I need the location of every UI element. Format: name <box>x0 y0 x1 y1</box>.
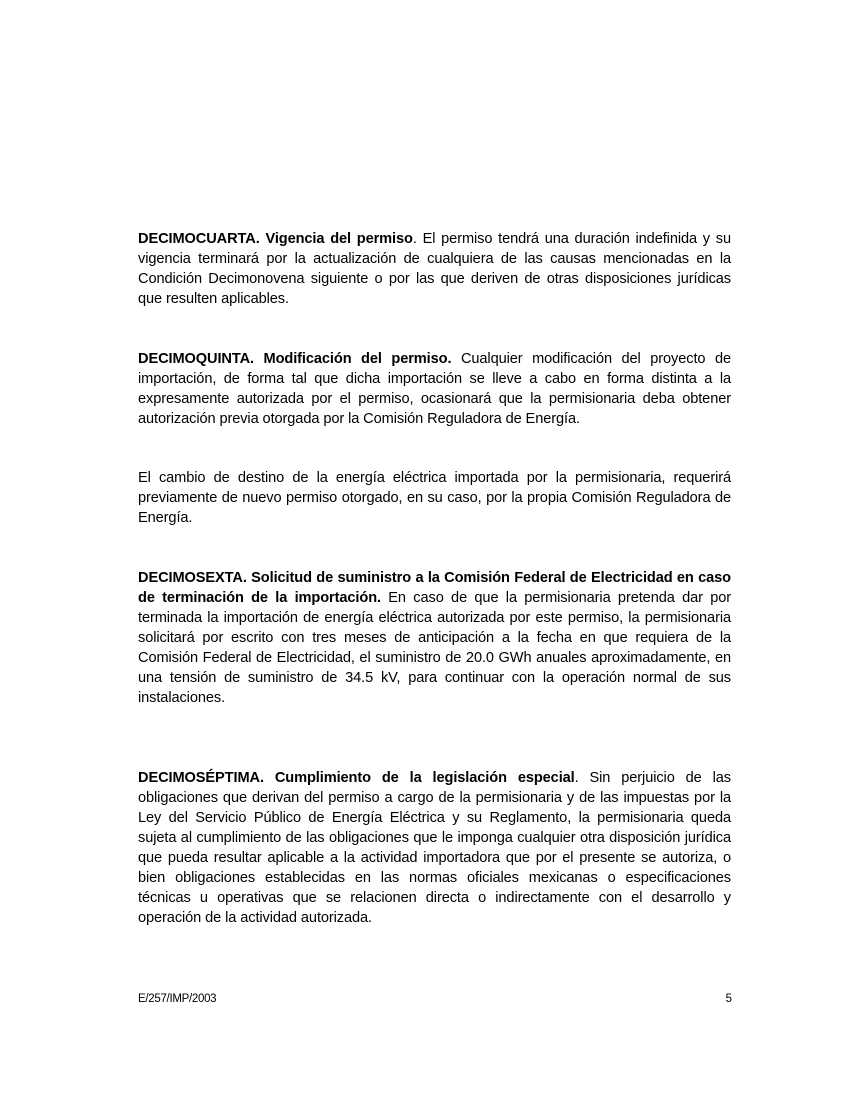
clause-heading: DECIMOQUINTA. Modificación del permiso. <box>138 351 452 367</box>
clause-heading-trail: . <box>412 231 417 247</box>
clause-decimocuarta <box>138 229 731 309</box>
clause-heading: DECIMOCUARTA. Vigencia del permiso <box>138 231 413 247</box>
page-number: 5 <box>725 993 732 1005</box>
clause-decimoquinta-paragraph-2 <box>138 468 731 528</box>
clause-decimoquinta <box>138 349 731 429</box>
clause-body: En caso de que la permisionaria pretenda dar por terminada la importación de energía eléctrica autorizada por este permiso, la permisionaria solicitará por escrito con tres meses de anticipación a la fecha en que requiera de la Comisión Federal de Electricidad, el suministro de 20.0 GWh anuales aproximadamente, en una tensión de suministro de 34.5 kV, para continuar con la operación normal de sus instalaciones. <box>138 590 731 706</box>
clause-decimoseptima <box>138 768 731 928</box>
clause-body: El permiso tendrá una duración indefinida y su vigencia terminará por la actualización de cualquiera de las causas mencionadas en la Condición Decimonovena siguiente o por las que deriven de otras disposiciones jurídicas que resulten aplicables. <box>138 231 731 307</box>
clause-heading: DECIMOSEXTA. Solicitud de suministro a la Comisión Federal de Electricidad en caso de terminación de la importación. <box>138 570 731 606</box>
footer-reference: E/257/IMP/2003 <box>138 993 217 1005</box>
clause-body: Sin perjuicio de las obligaciones que derivan del permiso a cargo de la permisionaria y de las impuestas por la Ley del Servicio Público de Energía Eléctrica y su Reglamento, la permisionaria queda sujeta al cumplimiento de las obligaciones que le imponga cualquier otra disposición jurídica que pueda resultar aplicable a la actividad importadora que por el presente se autoriza, o bien obligaciones establecidas en las normas oficiales mexicanas o especificaciones técnicas u operativas que se relacionen directa o indirectamente con el desarrollo y operación de la actividad autorizada. <box>138 770 731 926</box>
clause-heading-trail: . <box>574 770 579 786</box>
clause-body: El cambio de destino de la energía eléctrica importada por la permisionaria, requerirá previamente de nuevo permiso otorgado, en su caso, por la propia Comisión Reguladora de Energía. <box>138 470 731 526</box>
clause-decimosexta <box>138 568 731 708</box>
clause-heading: DECIMOSÉPTIMA. Cumplimiento de la legislación especial <box>138 770 575 786</box>
clause-body: Cualquier modificación del proyecto de importación, de forma tal que dicha importación se lleve a cabo en forma distinta a la expresamente autorizada por el permiso, ocasionará que la permisionaria deba obtener autorización previa otorgada por la Comisión Reguladora de Energía. <box>138 351 731 427</box>
